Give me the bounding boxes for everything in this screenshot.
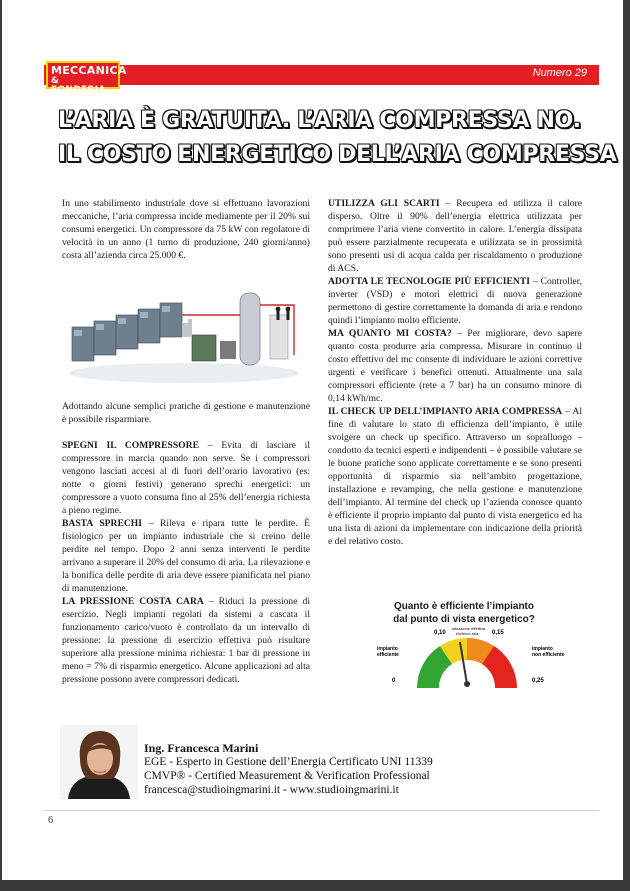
- author-line1: EGE - Esperto in Gestione dell’Energia Certificato UNI 11339: [144, 756, 433, 768]
- headline-line1: L’ARIA È GRATUITA. L’ARIA COMPRESSA NO.: [58, 108, 581, 133]
- gauge-center-label2: kWh/mc aria: [456, 631, 479, 636]
- footer-rule: [44, 810, 599, 811]
- logo-line2: & FONDERIA: [51, 76, 106, 95]
- gauge-left-label1: impianto: [377, 646, 398, 652]
- author-photo: [60, 725, 138, 799]
- gauge-label-015: 0,15: [492, 630, 504, 636]
- section-checkup-title: IL CHECK UP DELL’IMPIANTO ARIA COMPRESSA: [328, 406, 563, 417]
- efficiency-gauge: [342, 620, 592, 690]
- section-tecnologie-title: ADOTTA LE TECNOLOGIE PIÙ EFFICIENTI: [328, 276, 530, 287]
- logo-line1: MECCANICA: [51, 64, 127, 77]
- section-pressione-title: LA PRESSIONE COSTA CARA: [62, 596, 204, 607]
- section-spegni-title: SPEGNI IL COMPRESSORE: [62, 440, 199, 451]
- intro-paragraph: In uno stabilimento industriale dove si effettuano lavorazioni meccaniche, l’aria compressa incide mediamente per il 20% sui consumi energetici. Un compressore da 75 kW con regolatore di velocità in un anno (1 turno di produzione, 240 giorni/anno) costa all’azienda circa 25.000 €.: [62, 198, 310, 261]
- author-contacts: francesca@studioingmarini.it - www.studioingmarini.it: [144, 784, 399, 796]
- section-scarti: [328, 197, 582, 275]
- section-tecnologie-text: – Controller, inverter (VSD) e motori elettrici di nuova generazione permettono di gestire correttamente la domanda di aria e rendono quindi l’impianto molto efficiente.: [328, 276, 582, 326]
- right-column-body: [328, 197, 582, 548]
- section-pressione-text: – Riduci la pressione di esercizio. Negli impianti regolati da sistemi a cascata il funzionamento carico/vuoto è controllato da un intervallo di pressione: la pressione di esercizio effettiva può risultare superiore alla pressione minima richiesta: 1 bar di pressione in meno = 7% di risparmio energetico. Alcune applicazioni ad alta pressione possono avere compressori dedicati.: [62, 596, 310, 685]
- left-column-body: [62, 400, 310, 686]
- author-block: [144, 741, 433, 797]
- section-checkup-text: – Al fine di valutare lo stato di efficienza dell’impianto, è utile svolgere un check up specifico. Attraverso un sopralluogo – condotto da tecnici esperti e indipendenti – è possibile valutare se le buone pratiche sono applicate correttamente e se sono presenti opportunità di risparmio sia nell’ambito progettazione, installazione e revamping, che nella gestione e manutenzione dell’impianto. Al termine del check up l’azienda conosce quanto è efficiente il proprio impianto dal punto di vista energetico ed ha una lista di azioni da implementare con indicazione della priorità e del relativo costo.: [328, 406, 582, 547]
- page-edge-shadow: [0, 880, 630, 891]
- section-sprechi: [62, 517, 310, 595]
- compressor-room-illustration: [64, 275, 302, 385]
- gauge-left-label2: efficiente: [377, 652, 399, 658]
- headline-line2: IL COSTO ENERGETICO DELL’ARIA COMPRESSA: [58, 142, 617, 167]
- section-pressione: [62, 595, 310, 686]
- gauge-needle-pivot: [464, 681, 470, 687]
- magazine-logo: [46, 61, 127, 95]
- section-scarti-text: – Recupera ed utilizza il calore disperso. Oltre il 90% dell’energia elettrica utilizzata per comprimere l’aria viene convertito in calore. L’energia dissipata può essere parzialmente recuperata e utilizzata se in prossimità sono presenti usi di acqua calda per riscaldamento o produzione di ACS.: [328, 198, 582, 274]
- gauge-label-0: 0: [392, 678, 396, 684]
- gauge-right-label2: non efficiente: [532, 652, 565, 658]
- magazine-page: [2, 0, 623, 880]
- page-number: 6: [48, 815, 53, 826]
- author-line2: CMVP® - Certified Measurement & Verification Professional: [144, 770, 430, 782]
- section-scarti-title: UTILIZZA GLI SCARTI: [328, 198, 440, 209]
- gauge-title-line2: dal punto di vista energetico?: [393, 614, 535, 625]
- gauge-label-010: 0,10: [434, 630, 446, 636]
- gauge-label-025: 0,25: [532, 678, 544, 684]
- issue-number: Numero 29: [532, 67, 587, 79]
- adopt-paragraph: Adottando alcune semplici pratiche di gestione e manutenzione è possibile risparmiare.: [62, 401, 310, 425]
- section-spegni: [62, 439, 310, 517]
- section-sprechi-text: – Rileva e ripara tutte le perdite. È fisiologico per un impianto industriale che si creino delle perdite nel tempo. Dopo 2 anni senza interventi le perdite arrivano a superare il 20% del consumo di aria. La rilevazione e la bonifica delle perdite di aria deve essere pianificata nel piano di manutenzione.: [62, 518, 310, 594]
- gauge-title-line1: Quanto è efficiente l’impianto: [393, 601, 534, 612]
- section-tecnologie: [328, 275, 582, 327]
- section-costo-title: MA QUANTO MI COSTA?: [328, 328, 452, 339]
- section-costo-text: – Per migliorare, devo sapere quanto costa produrre aria compressa. Misurare in continuo il costo effettivo del mc consente di individuare le azioni correttive urgenti e verificare i benefici ottenuti. Attualmente una sala compressori efficiente (rete a 7 bar) ha un consumo minore di 0,14 kWh/mc.: [328, 328, 582, 404]
- author-name: Ing. Francesca Marini: [144, 741, 259, 755]
- section-checkup: [328, 405, 582, 548]
- header-band: [44, 65, 599, 85]
- section-sprechi-title: BASTA SPRECHI: [62, 518, 142, 529]
- section-spegni-text: – Evita di lasciare il compressore in marcia quando non serve. Se i compressori vengono lasciati accesi al di fuori dell’orario lavorativo (es: notte o giorni festivi) generano sprechi energetici: un compressore a vuoto consuma fino al 25% dell’energia richiesta a pieno regime.: [62, 440, 311, 516]
- left-column-intro: [62, 197, 310, 262]
- section-costo: [328, 327, 582, 405]
- gauge-center-label1: situazione effettiva: [452, 626, 486, 631]
- gauge-right-label1: impianto: [532, 646, 553, 652]
